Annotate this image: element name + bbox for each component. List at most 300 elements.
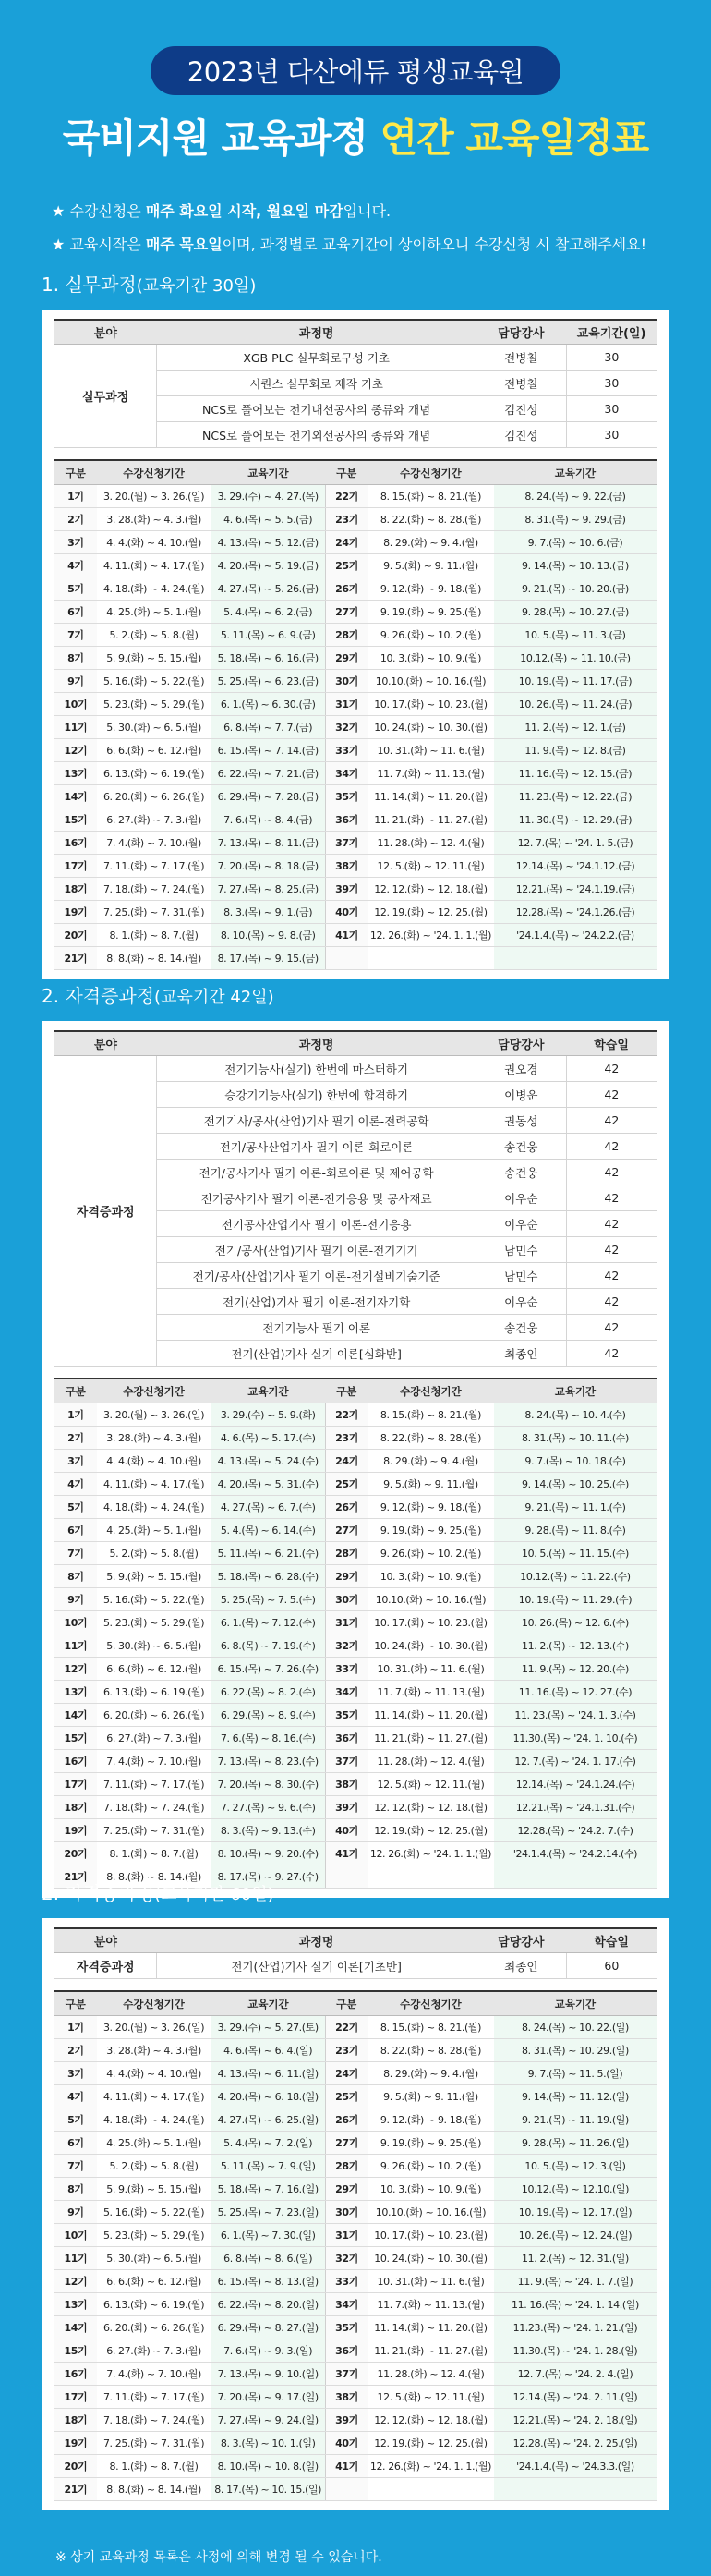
class-period-cell: 8. 31.(목) ~ 10. 11.(수) bbox=[494, 1427, 657, 1450]
class-period-cell: 9. 28.(목) ~ 11. 26.(일) bbox=[494, 2132, 657, 2155]
section-title-text: 2. 자격증과정 bbox=[42, 1882, 155, 1904]
class-period-cell: 11. 2.(목) ~ 12. 13.(수) bbox=[494, 1634, 657, 1658]
cohort-cell: 30기 bbox=[325, 2201, 368, 2224]
notice-text: 교육시작은 bbox=[69, 236, 146, 253]
cohort-cell: 21기 bbox=[54, 947, 97, 970]
enroll-period-cell: 11. 7.(화) ~ 11. 13.(월) bbox=[368, 1681, 494, 1704]
course-days: 42 bbox=[566, 1263, 657, 1289]
cohort-cell: 23기 bbox=[325, 2039, 368, 2062]
course-days: 30 bbox=[566, 422, 657, 448]
class-period-cell: 4. 20.(목) ~ 5. 31.(수) bbox=[211, 1473, 326, 1496]
class-period-cell: 10. 26.(목) ~ 11. 24.(금) bbox=[494, 693, 657, 716]
cohort-cell: 9기 bbox=[54, 670, 97, 693]
class-period-cell: 8. 31.(목) ~ 9. 29.(금) bbox=[494, 508, 657, 531]
cohort-cell: 39기 bbox=[325, 2409, 368, 2432]
enroll-period-cell: 5. 23.(화) ~ 5. 29.(월) bbox=[97, 2224, 211, 2247]
course-category: 자격증과정 bbox=[54, 1953, 157, 1979]
enroll-period-cell: 8. 8.(화) ~ 8. 14.(월) bbox=[97, 947, 211, 970]
cohort-cell: 27기 bbox=[325, 1519, 368, 1542]
cohort-cell: 6기 bbox=[54, 2132, 97, 2155]
schedule-row bbox=[54, 1496, 657, 1519]
class-period-cell: 4. 20.(목) ~ 6. 18.(일) bbox=[211, 2085, 326, 2108]
enroll-period-cell: 6. 13.(화) ~ 6. 19.(월) bbox=[97, 762, 211, 785]
class-period-cell: 6. 15.(목) ~ 8. 13.(일) bbox=[211, 2270, 326, 2293]
cohort-cell: 10기 bbox=[54, 693, 97, 716]
cohort-cell: 40기 bbox=[325, 1819, 368, 1842]
enroll-period-cell: 5. 16.(화) ~ 5. 22.(월) bbox=[97, 670, 211, 693]
cohort-cell: 3기 bbox=[54, 531, 97, 554]
cohort-cell: 28기 bbox=[325, 624, 368, 647]
schedule-row bbox=[54, 2039, 657, 2062]
enroll-period-cell: 9. 12.(화) ~ 9. 18.(월) bbox=[368, 2108, 494, 2132]
course-days: 42 bbox=[566, 1134, 657, 1160]
course-days: 42 bbox=[566, 1211, 657, 1237]
enroll-period-cell: 3. 28.(화) ~ 4. 3.(월) bbox=[97, 1427, 211, 1450]
cohort-cell: 35기 bbox=[325, 1704, 368, 1727]
course-name: 전기/공사기사 필기 이론-회로이론 및 제어공학 bbox=[157, 1160, 476, 1185]
course-teacher: 최종인 bbox=[476, 1953, 566, 1979]
cohort-cell: 29기 bbox=[325, 2178, 368, 2201]
class-period-cell: '24.1.4.(목) ~ '24.3.3.(일) bbox=[494, 2455, 657, 2478]
section-panel bbox=[42, 1918, 669, 2510]
class-period-cell: 5. 25.(목) ~ 7. 23.(일) bbox=[211, 2201, 326, 2224]
cohort-cell: 5기 bbox=[54, 1496, 97, 1519]
enroll-period-cell: 3. 20.(월) ~ 3. 26.(일) bbox=[97, 485, 211, 508]
enroll-period-cell: 11. 7.(화) ~ 11. 13.(월) bbox=[368, 2293, 494, 2316]
cohort-cell: 29기 bbox=[325, 1565, 368, 1588]
cohort-cell: 39기 bbox=[325, 878, 368, 901]
enroll-period-cell: 5. 9.(화) ~ 5. 15.(월) bbox=[97, 2178, 211, 2201]
cohort-cell: 36기 bbox=[325, 2339, 368, 2363]
enroll-period-cell: 10. 31.(화) ~ 11. 6.(월) bbox=[368, 2270, 494, 2293]
schedule-row bbox=[54, 2432, 657, 2455]
cohort-cell: 12기 bbox=[54, 1658, 97, 1681]
class-period-cell: 4. 27.(목) ~ 6. 7.(수) bbox=[211, 1496, 326, 1519]
enroll-period-cell: 9. 5.(화) ~ 9. 11.(월) bbox=[368, 2085, 494, 2108]
cohort-cell: 10기 bbox=[54, 2224, 97, 2247]
enroll-period-cell: 9. 19.(화) ~ 9. 25.(월) bbox=[368, 1519, 494, 1542]
enroll-period-cell: 10.10.(화) ~ 10. 16.(월) bbox=[368, 2201, 494, 2224]
cohort-cell: 2기 bbox=[54, 1427, 97, 1450]
schedule-table bbox=[54, 1378, 657, 1889]
class-period-cell: 7. 27.(목) ~ 9. 6.(수) bbox=[211, 1796, 326, 1819]
schedule-row bbox=[54, 2386, 657, 2409]
enroll-period-cell: 6. 13.(화) ~ 6. 19.(월) bbox=[97, 2293, 211, 2316]
schedule-column-header: 구분 bbox=[325, 1991, 368, 2016]
class-period-cell: 8. 17.(목) ~ 10. 15.(일) bbox=[211, 2478, 326, 2501]
enroll-period-cell: 4. 4.(화) ~ 4. 10.(월) bbox=[97, 531, 211, 554]
cohort-cell: 22기 bbox=[325, 2016, 368, 2039]
schedule-column-header: 수강신청기간 bbox=[368, 460, 494, 485]
schedule-row bbox=[54, 2363, 657, 2386]
schedule-row bbox=[54, 924, 657, 947]
schedule-column-header: 구분 bbox=[325, 460, 368, 485]
enroll-period-cell: 4. 11.(화) ~ 4. 17.(월) bbox=[97, 2085, 211, 2108]
course-teacher: 이우순 bbox=[476, 1211, 566, 1237]
schedule-row bbox=[54, 762, 657, 785]
cohort-cell: 27기 bbox=[325, 2132, 368, 2155]
cohort-cell: 22기 bbox=[325, 485, 368, 508]
class-period-cell: 12. 7.(목) ~ '24. 1. 5.(금) bbox=[494, 832, 657, 855]
cohort-cell: 41기 bbox=[325, 2455, 368, 2478]
notice-list bbox=[52, 195, 711, 261]
enroll-period-cell: 12. 19.(화) ~ 12. 25.(월) bbox=[368, 2432, 494, 2455]
class-period-cell: 11. 2.(목) ~ 12. 31.(일) bbox=[494, 2247, 657, 2270]
enroll-period-cell: 11. 28.(화) ~ 12. 4.(월) bbox=[368, 2363, 494, 2386]
schedule-row bbox=[54, 2178, 657, 2201]
cohort-cell: 15기 bbox=[54, 2339, 97, 2363]
class-period-cell: 7. 27.(목) ~ 8. 25.(금) bbox=[211, 878, 326, 901]
schedule-row bbox=[54, 1750, 657, 1773]
cohort-cell: 38기 bbox=[325, 855, 368, 878]
cohort-cell: 4기 bbox=[54, 554, 97, 577]
class-period-cell: 4. 20.(목) ~ 5. 19.(금) bbox=[211, 554, 326, 577]
cohort-cell: 41기 bbox=[325, 1842, 368, 1865]
course-days: 42 bbox=[566, 1185, 657, 1211]
class-period-cell: 9. 14.(목) ~ 10. 13.(금) bbox=[494, 554, 657, 577]
class-period-cell: 11. 23.(목) ~ 12. 22.(금) bbox=[494, 785, 657, 808]
enroll-period-cell: 6. 6.(화) ~ 6. 12.(월) bbox=[97, 739, 211, 762]
schedule-header bbox=[54, 460, 657, 485]
enroll-period-cell: 7. 11.(화) ~ 7. 17.(월) bbox=[97, 2386, 211, 2409]
class-period-cell: 6. 15.(목) ~ 7. 14.(금) bbox=[211, 739, 326, 762]
enroll-period-cell: 7. 25.(화) ~ 7. 31.(월) bbox=[97, 901, 211, 924]
schedule-row bbox=[54, 601, 657, 624]
schedule-row bbox=[54, 855, 657, 878]
class-period-cell: 11.30.(목) ~ '24. 1. 28.(일) bbox=[494, 2339, 657, 2363]
class-period-cell: 8. 31.(목) ~ 10. 29.(일) bbox=[494, 2039, 657, 2062]
course-name: NCS로 풀어보는 전기내선공사의 종류와 개념 bbox=[157, 396, 476, 422]
footer-note: ※ 상기 교육과정 목록은 사정에 의해 변경 될 수 있습니다. bbox=[55, 2550, 382, 2565]
class-period-cell: 10. 19.(목) ~ 11. 17.(금) bbox=[494, 670, 657, 693]
course-teacher: 이우순 bbox=[476, 1185, 566, 1211]
cohort-cell: 14기 bbox=[54, 785, 97, 808]
enroll-period-cell: 9. 26.(화) ~ 10. 2.(월) bbox=[368, 1542, 494, 1565]
class-period-cell: 11. 23.(목) ~ '24. 1. 3.(수) bbox=[494, 1704, 657, 1727]
class-period-cell: 12.21.(목) ~ '24.1.19.(금) bbox=[494, 878, 657, 901]
enroll-period-cell: 12. 12.(화) ~ 12. 18.(월) bbox=[368, 878, 494, 901]
schedule-row bbox=[54, 1819, 657, 1842]
course-name: 전기기능사(실기) 한번에 마스터하기 bbox=[157, 1056, 476, 1082]
course-name: 승강기기능사(실기) 한번에 합격하기 bbox=[157, 1082, 476, 1108]
enroll-period-cell: 8. 29.(화) ~ 9. 4.(월) bbox=[368, 2062, 494, 2085]
course-name: 전기공사기사 필기 이론-전기응용 및 공사재료 bbox=[157, 1185, 476, 1211]
cohort-cell: 22기 bbox=[325, 1403, 368, 1427]
column-header: 분야 bbox=[54, 1031, 157, 1056]
section-period: (교육기간 30일) bbox=[136, 276, 257, 296]
cohort-cell: 11기 bbox=[54, 716, 97, 739]
schedule-row bbox=[54, 1681, 657, 1704]
schedule-column-header: 교육기간 bbox=[494, 460, 657, 485]
schedule-row bbox=[54, 2155, 657, 2178]
cohort-cell: 16기 bbox=[54, 2363, 97, 2386]
class-period-cell: 7. 13.(목) ~ 8. 11.(금) bbox=[211, 832, 326, 855]
enroll-period-cell: 5. 2.(화) ~ 5. 8.(월) bbox=[97, 2155, 211, 2178]
schedule-column-header: 수강신청기간 bbox=[368, 1379, 494, 1403]
course-days: 42 bbox=[566, 1082, 657, 1108]
enroll-period-cell: 6. 20.(화) ~ 6. 26.(월) bbox=[97, 785, 211, 808]
cohort-cell: 12기 bbox=[54, 739, 97, 762]
column-header: 담당강사 bbox=[476, 1928, 566, 1953]
enroll-period-cell: 8. 22.(화) ~ 8. 28.(월) bbox=[368, 508, 494, 531]
enroll-period-cell: 10. 24.(화) ~ 10. 30.(월) bbox=[368, 716, 494, 739]
enroll-period-cell: 7. 25.(화) ~ 7. 31.(월) bbox=[97, 2432, 211, 2455]
class-period-cell: 7. 6.(목) ~ 8. 4.(금) bbox=[211, 808, 326, 832]
course-name: 전기기사/공사(산업)기사 필기 이론-전력공학 bbox=[157, 1108, 476, 1134]
cohort-cell: 23기 bbox=[325, 508, 368, 531]
cohort-cell: 9기 bbox=[54, 1588, 97, 1611]
schedule-row bbox=[54, 739, 657, 762]
cohort-cell: 2기 bbox=[54, 2039, 97, 2062]
cohort-cell: 37기 bbox=[325, 832, 368, 855]
schedule-row bbox=[54, 670, 657, 693]
enroll-period-cell: 12. 12.(화) ~ 12. 18.(월) bbox=[368, 2409, 494, 2432]
schedule-column-header: 구분 bbox=[325, 1379, 368, 1403]
notice-item bbox=[52, 228, 711, 261]
course-row bbox=[54, 1953, 657, 1979]
class-period-cell: 9. 7.(목) ~ 11. 5.(일) bbox=[494, 2062, 657, 2085]
header bbox=[0, 0, 711, 164]
class-period-cell: 6. 8.(목) ~ 7. 7.(금) bbox=[211, 716, 326, 739]
section-panel bbox=[42, 1021, 669, 1898]
title-yellow: 연간 교육일정표 bbox=[380, 115, 649, 161]
enroll-period-cell: 3. 20.(월) ~ 3. 26.(일) bbox=[97, 1403, 211, 1427]
enroll-period-cell: 8. 22.(화) ~ 8. 28.(월) bbox=[368, 1427, 494, 1450]
class-period-cell: 4. 13.(목) ~ 5. 24.(수) bbox=[211, 1450, 326, 1473]
class-period-cell: 11. 30.(목) ~ 12. 29.(금) bbox=[494, 808, 657, 832]
class-period-cell: 7. 20.(목) ~ 8. 18.(금) bbox=[211, 855, 326, 878]
class-period-cell: 9. 21.(목) ~ 11. 1.(수) bbox=[494, 1496, 657, 1519]
class-period-cell: 8. 10.(목) ~ 9. 20.(수) bbox=[211, 1842, 326, 1865]
enroll-period-cell: 11. 14.(화) ~ 11. 20.(월) bbox=[368, 1704, 494, 1727]
class-period-cell: 9. 28.(목) ~ 11. 8.(수) bbox=[494, 1519, 657, 1542]
course-days: 60 bbox=[566, 1953, 657, 1979]
cohort-cell: 26기 bbox=[325, 1496, 368, 1519]
course-category: 자격증과정 bbox=[54, 1056, 157, 1367]
cohort-cell: 4기 bbox=[54, 1473, 97, 1496]
cohort-cell: 17기 bbox=[54, 2386, 97, 2409]
class-period-cell: 7. 27.(목) ~ 9. 24.(일) bbox=[211, 2409, 326, 2432]
schedule-column-header: 교육기간 bbox=[211, 1991, 326, 2016]
class-period-cell: 11.30.(목) ~ '24. 1. 10.(수) bbox=[494, 1727, 657, 1750]
enroll-period-cell: 10.10.(화) ~ 10. 16.(월) bbox=[368, 1588, 494, 1611]
schedule-header bbox=[54, 1991, 657, 2016]
enroll-period-cell bbox=[368, 947, 494, 970]
enroll-period-cell: 12. 5.(화) ~ 12. 11.(월) bbox=[368, 2386, 494, 2409]
course-row bbox=[54, 1056, 657, 1082]
enroll-period-cell: 9. 26.(화) ~ 10. 2.(월) bbox=[368, 624, 494, 647]
class-period-cell: 12.21.(목) ~ '24.1.31.(수) bbox=[494, 1796, 657, 1819]
schedule-row bbox=[54, 2293, 657, 2316]
schedule-row bbox=[54, 2062, 657, 2085]
enroll-period-cell: 6. 27.(화) ~ 7. 3.(월) bbox=[97, 808, 211, 832]
course-days: 30 bbox=[566, 345, 657, 371]
cohort-cell: 15기 bbox=[54, 808, 97, 832]
cohort-cell: 3기 bbox=[54, 1450, 97, 1473]
enroll-period-cell: 3. 28.(화) ~ 4. 3.(월) bbox=[97, 2039, 211, 2062]
enroll-period-cell: 8. 1.(화) ~ 8. 7.(월) bbox=[97, 2455, 211, 2478]
enroll-period-cell: 8. 8.(화) ~ 8. 14.(월) bbox=[97, 2478, 211, 2501]
class-period-cell: 9. 14.(목) ~ 10. 25.(수) bbox=[494, 1473, 657, 1496]
class-period-cell: 4. 6.(목) ~ 5. 17.(수) bbox=[211, 1427, 326, 1450]
enroll-period-cell: 7. 25.(화) ~ 7. 31.(월) bbox=[97, 1819, 211, 1842]
cohort-cell: 6기 bbox=[54, 1519, 97, 1542]
course-row bbox=[54, 345, 657, 371]
schedule-row bbox=[54, 1634, 657, 1658]
schedule-row bbox=[54, 1565, 657, 1588]
enroll-period-cell: 7. 18.(화) ~ 7. 24.(월) bbox=[97, 1796, 211, 1819]
cohort-cell: 37기 bbox=[325, 2363, 368, 2386]
class-period-cell: 10. 5.(목) ~ 11. 15.(수) bbox=[494, 1542, 657, 1565]
cohort-cell: 31기 bbox=[325, 1611, 368, 1634]
class-period-cell: 6. 29.(목) ~ 7. 28.(금) bbox=[211, 785, 326, 808]
cohort-cell: 33기 bbox=[325, 1658, 368, 1681]
schedule-row bbox=[54, 531, 657, 554]
course-days: 42 bbox=[566, 1341, 657, 1367]
schedule-row bbox=[54, 1519, 657, 1542]
cohort-cell: 23기 bbox=[325, 1427, 368, 1450]
cohort-cell: 18기 bbox=[54, 2409, 97, 2432]
enroll-period-cell: 8. 22.(화) ~ 8. 28.(월) bbox=[368, 2039, 494, 2062]
course-teacher: 김진성 bbox=[476, 422, 566, 448]
schedule-row bbox=[54, 577, 657, 601]
enroll-period-cell: 6. 13.(화) ~ 6. 19.(월) bbox=[97, 1681, 211, 1704]
course-teacher: 전병칠 bbox=[476, 371, 566, 396]
class-period-cell: 10. 26.(목) ~ 12. 24.(일) bbox=[494, 2224, 657, 2247]
class-period-cell: 11. 2.(목) ~ 12. 1.(금) bbox=[494, 716, 657, 739]
class-period-cell: 5. 4.(목) ~ 6. 14.(수) bbox=[211, 1519, 326, 1542]
enroll-period-cell: 5. 23.(화) ~ 5. 29.(월) bbox=[97, 1611, 211, 1634]
class-period-cell: 5. 18.(목) ~ 6. 28.(수) bbox=[211, 1565, 326, 1588]
course-teacher: 최종인 bbox=[476, 1341, 566, 1367]
enroll-period-cell: 4. 18.(화) ~ 4. 24.(월) bbox=[97, 2108, 211, 2132]
class-period-cell: '24.1.4.(목) ~ '24.2.14.(수) bbox=[494, 1842, 657, 1865]
class-period-cell: 5. 11.(목) ~ 6. 9.(금) bbox=[211, 624, 326, 647]
column-header: 분야 bbox=[54, 1928, 157, 1953]
column-header: 담당강사 bbox=[476, 1031, 566, 1056]
course-days: 30 bbox=[566, 396, 657, 422]
cohort-cell: 28기 bbox=[325, 1542, 368, 1565]
schedule-column-header: 수강신청기간 bbox=[97, 460, 211, 485]
enroll-period-cell: 4. 18.(화) ~ 4. 24.(월) bbox=[97, 577, 211, 601]
class-period-cell: 7. 20.(목) ~ 9. 17.(일) bbox=[211, 2386, 326, 2409]
cohort-cell: 33기 bbox=[325, 2270, 368, 2293]
enroll-period-cell: 9. 19.(화) ~ 9. 25.(월) bbox=[368, 2132, 494, 2155]
cohort-cell: 13기 bbox=[54, 1681, 97, 1704]
class-period-cell: 5. 4.(목) ~ 6. 2.(금) bbox=[211, 601, 326, 624]
class-period-cell: 11. 16.(목) ~ '24. 1. 14.(일) bbox=[494, 2293, 657, 2316]
enroll-period-cell: 5. 30.(화) ~ 6. 5.(월) bbox=[97, 1634, 211, 1658]
class-period-cell: 11.23.(목) ~ '24. 1. 21.(일) bbox=[494, 2316, 657, 2339]
cohort-cell: 31기 bbox=[325, 2224, 368, 2247]
enroll-period-cell: 10. 17.(화) ~ 10. 23.(월) bbox=[368, 693, 494, 716]
class-period-cell: 4. 27.(목) ~ 5. 26.(금) bbox=[211, 577, 326, 601]
cohort-cell: 19기 bbox=[54, 1819, 97, 1842]
course-teacher: 이우순 bbox=[476, 1289, 566, 1315]
cohort-cell: 25기 bbox=[325, 2085, 368, 2108]
cohort-cell: 8기 bbox=[54, 1565, 97, 1588]
schedule-row bbox=[54, 1542, 657, 1565]
cohort-cell: 21기 bbox=[54, 2478, 97, 2501]
course-name: 전기/공사(산업)기사 필기 이론-전기기기 bbox=[157, 1237, 476, 1263]
enroll-period-cell: 8. 1.(화) ~ 8. 7.(월) bbox=[97, 1842, 211, 1865]
cohort-cell: 7기 bbox=[54, 2155, 97, 2178]
course-teacher: 권오경 bbox=[476, 1056, 566, 1082]
cohort-cell: 32기 bbox=[325, 1634, 368, 1658]
class-period-cell: 3. 29.(수) ~ 5. 27.(토) bbox=[211, 2016, 326, 2039]
class-period-cell: 11. 16.(목) ~ 12. 27.(수) bbox=[494, 1681, 657, 1704]
column-header: 학습일 bbox=[566, 1928, 657, 1953]
star-icon: ★ bbox=[52, 236, 66, 253]
cohort-cell: 30기 bbox=[325, 670, 368, 693]
cohort-cell: 25기 bbox=[325, 1473, 368, 1496]
enroll-period-cell: 10. 31.(화) ~ 11. 6.(월) bbox=[368, 1658, 494, 1681]
class-period-cell: 5. 25.(목) ~ 7. 5.(수) bbox=[211, 1588, 326, 1611]
cohort-cell: 26기 bbox=[325, 577, 368, 601]
enroll-period-cell: 9. 26.(화) ~ 10. 2.(월) bbox=[368, 2155, 494, 2178]
enroll-period-cell: 7. 18.(화) ~ 7. 24.(월) bbox=[97, 878, 211, 901]
schedule-row bbox=[54, 1658, 657, 1681]
class-period-cell: 6. 8.(목) ~ 7. 19.(수) bbox=[211, 1634, 326, 1658]
cohort-cell: 36기 bbox=[325, 1727, 368, 1750]
cohort-cell: 29기 bbox=[325, 647, 368, 670]
enroll-period-cell: 8. 15.(화) ~ 8. 21.(월) bbox=[368, 2016, 494, 2039]
class-period-cell: 6. 1.(목) ~ 7. 30.(일) bbox=[211, 2224, 326, 2247]
schedule-row bbox=[54, 1796, 657, 1819]
column-header: 학습일 bbox=[566, 1031, 657, 1056]
section-certificate-42 bbox=[42, 981, 669, 1898]
course-days: 42 bbox=[566, 1160, 657, 1185]
schedule-column-header: 수강신청기간 bbox=[368, 1991, 494, 2016]
enroll-period-cell: 12. 26.(화) ~ '24. 1. 1.(월) bbox=[368, 924, 494, 947]
class-period-cell: 11. 16.(목) ~ 12. 15.(금) bbox=[494, 762, 657, 785]
class-period-cell: 6. 29.(목) ~ 8. 9.(수) bbox=[211, 1704, 326, 1727]
class-period-cell: 4. 13.(목) ~ 5. 12.(금) bbox=[211, 531, 326, 554]
enroll-period-cell: 10. 17.(화) ~ 10. 23.(월) bbox=[368, 1611, 494, 1634]
cohort-cell: 38기 bbox=[325, 1773, 368, 1796]
enroll-period-cell: 9. 12.(화) ~ 9. 18.(월) bbox=[368, 577, 494, 601]
enroll-period-cell: 6. 27.(화) ~ 7. 3.(월) bbox=[97, 2339, 211, 2363]
class-period-cell: 12.28.(목) ~ '24.1.26.(금) bbox=[494, 901, 657, 924]
cohort-cell: 10기 bbox=[54, 1611, 97, 1634]
cohort-cell: 32기 bbox=[325, 716, 368, 739]
enroll-period-cell: 9. 19.(화) ~ 9. 25.(월) bbox=[368, 601, 494, 624]
enroll-period-cell: 6. 27.(화) ~ 7. 3.(월) bbox=[97, 1727, 211, 1750]
notice-bold: 매주 화요일 시작, 월요일 마감 bbox=[145, 202, 343, 220]
cohort-cell: 9기 bbox=[54, 2201, 97, 2224]
enroll-period-cell: 5. 30.(화) ~ 6. 5.(월) bbox=[97, 2247, 211, 2270]
class-period-cell: 12.21.(목) ~ '24. 2. 18.(일) bbox=[494, 2409, 657, 2432]
column-header: 과정명 bbox=[157, 320, 476, 345]
class-period-cell: 12. 7.(목) ~ '24. 2. 4.(일) bbox=[494, 2363, 657, 2386]
cohort-cell: 35기 bbox=[325, 2316, 368, 2339]
section-period: (교육기간 42일) bbox=[154, 988, 274, 1007]
cohort-cell: 4기 bbox=[54, 2085, 97, 2108]
schedule-column-header: 구분 bbox=[54, 460, 97, 485]
class-period-cell: 10. 19.(목) ~ 11. 29.(수) bbox=[494, 1588, 657, 1611]
schedule-row bbox=[54, 508, 657, 531]
course-category: 실무과정 bbox=[54, 345, 157, 448]
notice-text: 입니다. bbox=[343, 202, 392, 220]
course-name: 시퀀스 실무회로 제작 기초 bbox=[157, 371, 476, 396]
class-period-cell: 12.14.(목) ~ '24. 2. 11.(일) bbox=[494, 2386, 657, 2409]
cohort-cell: 13기 bbox=[54, 762, 97, 785]
enroll-period-cell: 8. 29.(화) ~ 9. 4.(월) bbox=[368, 1450, 494, 1473]
enroll-period-cell: 5. 23.(화) ~ 5. 29.(월) bbox=[97, 693, 211, 716]
schedule-column-header: 교육기간 bbox=[211, 460, 326, 485]
cohort-cell: 20기 bbox=[54, 924, 97, 947]
enroll-period-cell: 4. 25.(화) ~ 5. 1.(월) bbox=[97, 1519, 211, 1542]
